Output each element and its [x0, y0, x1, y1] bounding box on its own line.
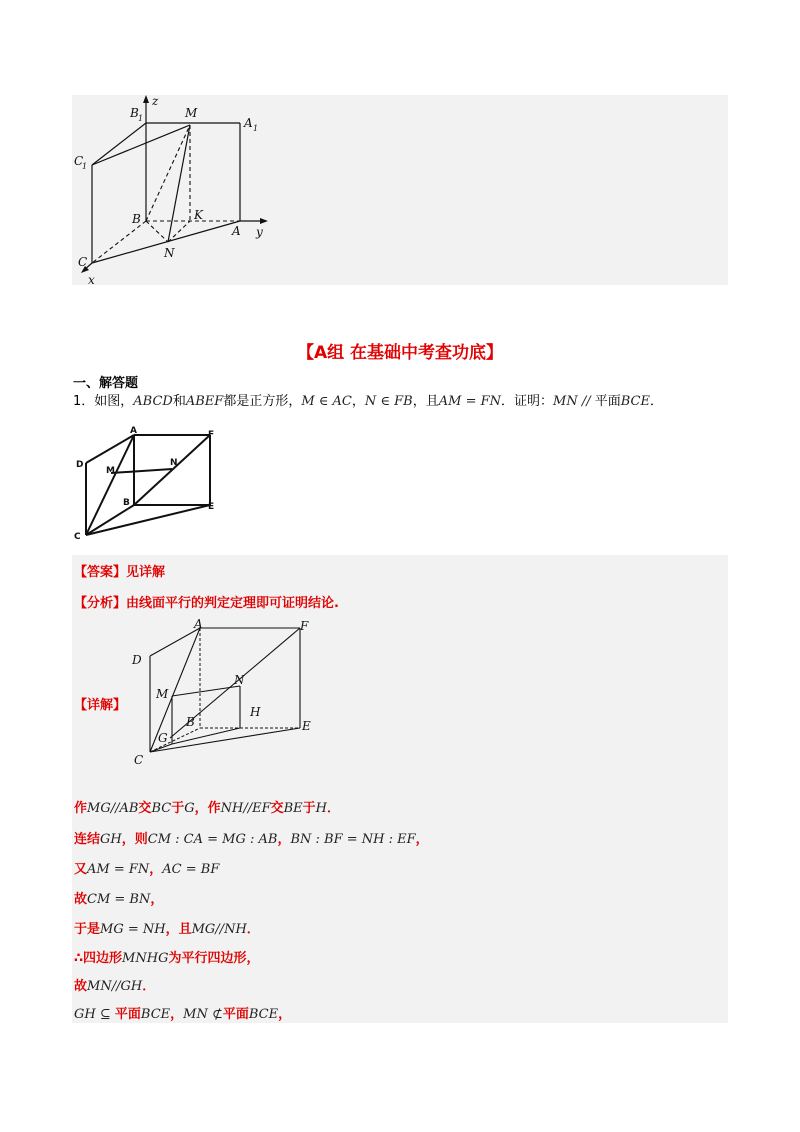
- question-1: 1．如图，ABCD和ABEF都是正方形，M ∈ AC，N ∈ FB，且AM = FN．证明：MN // 平面BCE．: [73, 394, 664, 409]
- label-d: D: [76, 460, 84, 470]
- label-a: A: [130, 426, 137, 436]
- detail-figure: [130, 618, 320, 768]
- proof-line-7: 故MN//GH．: [74, 979, 156, 994]
- label-d: D: [132, 653, 142, 667]
- label-x: x: [88, 273, 95, 285]
- detail-label: 【详解】: [74, 698, 127, 713]
- label-b1: B: [130, 106, 139, 120]
- label-a1: A: [244, 116, 253, 130]
- label-c: C: [74, 532, 81, 542]
- proof-line-5: 于是MG = NH，且MG//NH．: [74, 922, 260, 937]
- prism-figure: [72, 95, 272, 285]
- label-c1: C: [74, 154, 84, 168]
- proof-line-3: 又AM = FN，AC = BF: [74, 862, 220, 877]
- label-f: F: [208, 430, 215, 440]
- label-g: G: [158, 731, 168, 745]
- label-e: E: [208, 502, 215, 512]
- label-k: K: [194, 208, 203, 222]
- label-f: F: [300, 619, 309, 633]
- label-y: y: [256, 225, 263, 239]
- edge-c1-mid: [92, 125, 190, 165]
- proof-line-4: 故CM = BN，: [74, 892, 164, 907]
- label-e: E: [302, 719, 311, 733]
- label-b: B: [123, 498, 130, 508]
- label-c1-sub: 1: [82, 162, 88, 171]
- proof-line-1: 作MG//AB交BC于G，作NH//EF交BE于H．: [74, 801, 341, 816]
- squares-figure: [72, 425, 222, 545]
- label-c: C: [134, 753, 144, 767]
- label-a: A: [194, 618, 203, 631]
- edge-bc: [92, 221, 146, 263]
- proof-line-2: 连结GH，则CM : CA = MG : AB，BN : BF = NH : EF，: [74, 832, 429, 847]
- label-m: M: [185, 106, 198, 120]
- label-n: N: [170, 458, 178, 468]
- label-n: N: [164, 246, 175, 260]
- edge-b1c1: [92, 123, 146, 165]
- label-a: A: [232, 224, 241, 238]
- answer-label: 【答案】见详解: [74, 565, 166, 580]
- edge-bm: [146, 125, 190, 221]
- z-arrow-icon: [143, 95, 149, 103]
- label-b: B: [132, 212, 141, 226]
- question-type-heading: 一、解答题: [73, 376, 139, 391]
- label-c: C: [78, 255, 88, 269]
- proof-line-6: ∴四边形MNHG为平行四边形，: [74, 951, 260, 966]
- label-z: z: [152, 95, 159, 108]
- analysis-label: 【分析】由线面平行的判定定理即可证明结论.: [74, 596, 339, 611]
- label-b: B: [186, 715, 195, 729]
- label-b1-sub: 1: [138, 114, 144, 123]
- section-title: 【A组 在基础中考查功底】: [296, 343, 504, 363]
- label-m: M: [156, 687, 169, 701]
- label-m: M: [106, 466, 115, 476]
- edge-bn: [146, 221, 168, 242]
- y-arrow-icon: [260, 218, 268, 224]
- edge-mn: [168, 125, 190, 242]
- label-a1-sub: 1: [253, 124, 259, 133]
- proof-line-8: GH ⊆ 平面BCE，MN ⊄平面BCE，: [74, 1007, 292, 1022]
- label-h: H: [250, 705, 261, 719]
- label-n: N: [234, 673, 245, 687]
